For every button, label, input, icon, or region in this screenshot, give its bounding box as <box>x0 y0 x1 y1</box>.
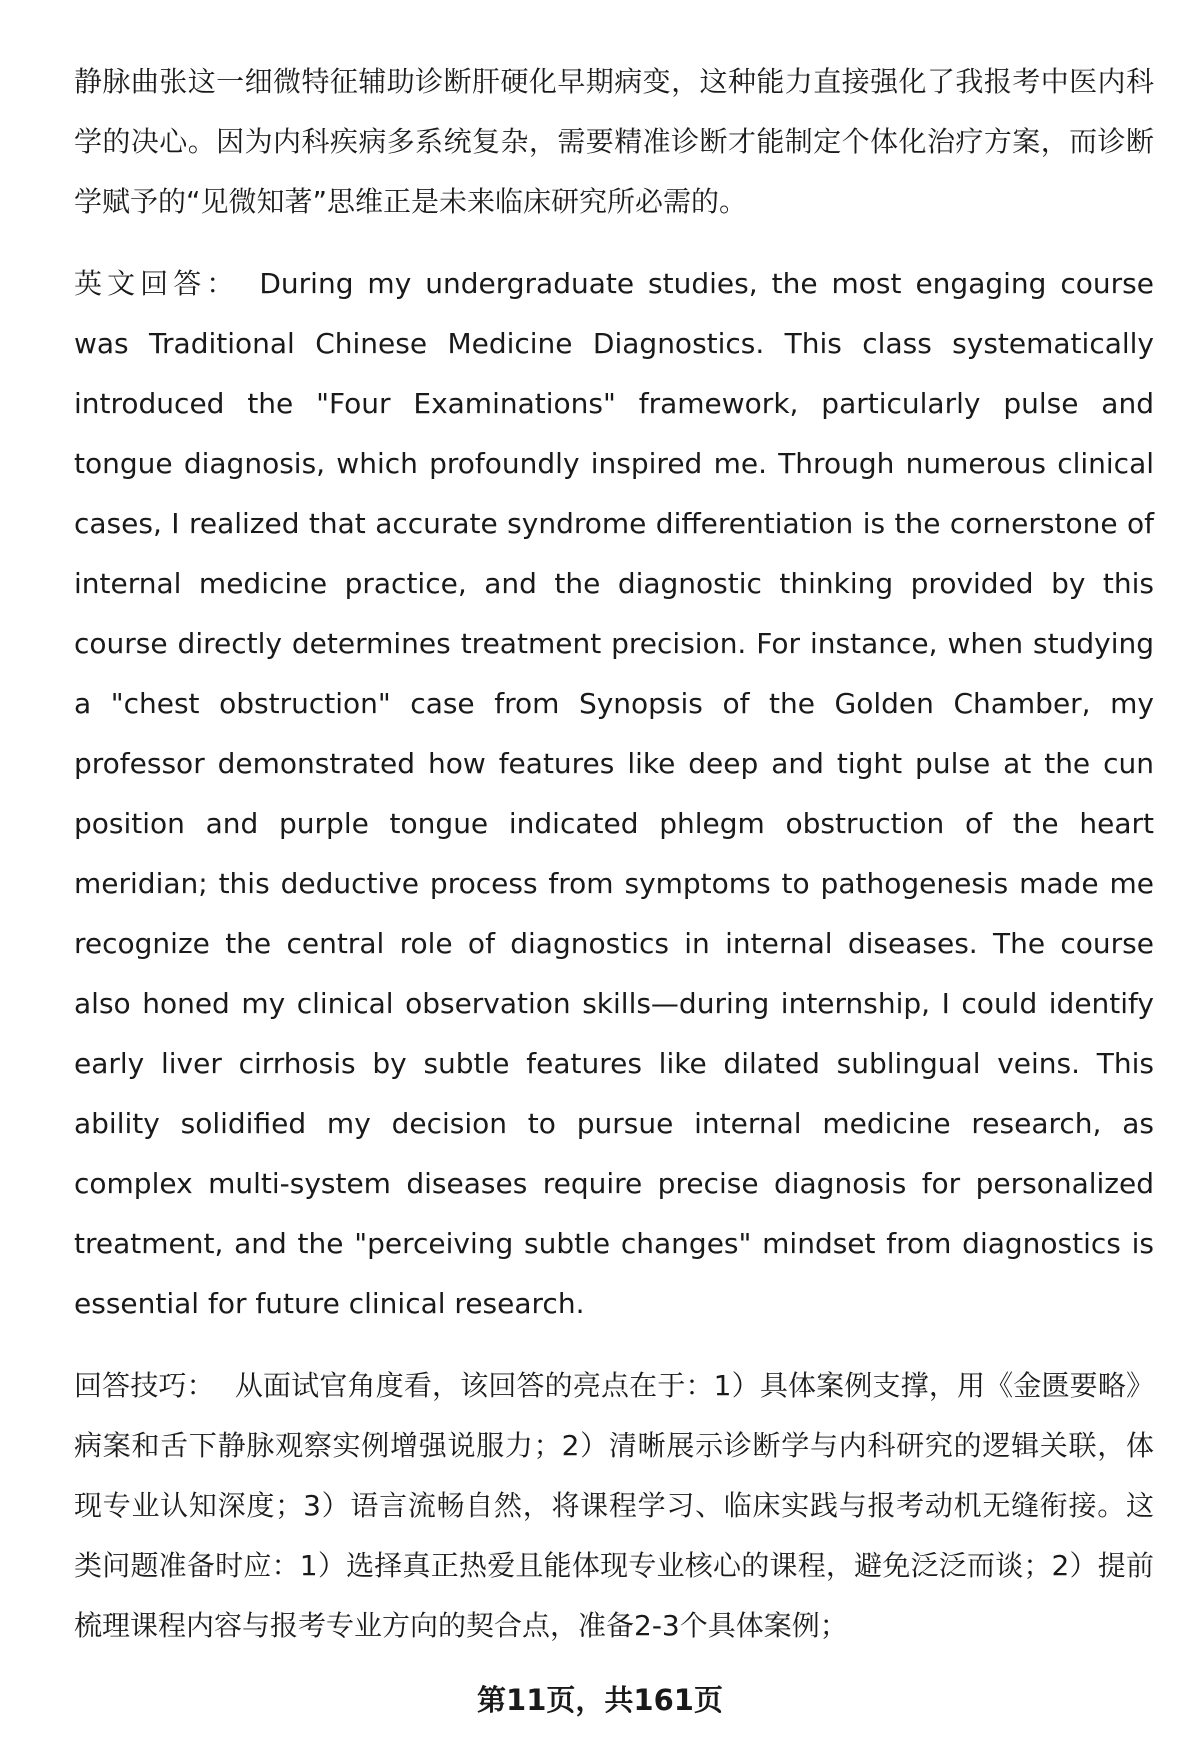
answer-tips-text: 从面试官角度看，该回答的亮点在于：1）具体案例支撑，用《金匮要略》病案和舌下静脉观察实例增强说服力；2）清晰展示诊断学与内科研究的逻辑关联，体现专业认知深度；3）语言流畅自然，将课程学习、临床实践与报考动机无缝衔接。这类问题准备时应：1）选择真正热爱且能体现专业核心的课程，避免泛泛而谈；2）提前梳理课程内容与报考专业方向的契合点，准备2-3个具体案例； <box>74 1369 1154 1642</box>
english-answer-text: During my undergraduate studies, the most engaging course was Traditional Chinese Medicine Diagnostics. This class systematically introduced the "Four Examinations" framework, particularly pulse and tongue diagnosis, which profoundly inspired me. Through numerous clinical cases, I realized that accurate syndrome differentiation is the cornerstone of internal medicine practice, and the diagnostic thinking provided by this course directly determines treatment precision. For instance, when studying a "chest obstruction" case from Synopsis of the Golden Chamber, my professor demonstrated how features like deep and tight pulse at the cun position and purple tongue indicated phlegm obstruction of the heart meridian; this deductive process from symptoms to pathogenesis made me recognize the central role of diagnostics in internal diseases. The course also honed my clinical observation skills—during internship, I could identify early liver cirrhosis by subtle features like dilated sublingual veins. This ability solidified my decision to pursue internal medicine research, as complex multi-system diseases require precise diagnosis for personalized treatment, and the "perceiving subtle changes" mindset from diagnostics is essential for future clinical research. <box>74 267 1154 1320</box>
page-indicator: 第11页，共161页 <box>477 1683 723 1717</box>
paragraph-english-answer <box>74 254 1154 1334</box>
paragraph-intro-tail: 静脉曲张这一细微特征辅助诊断肝硬化早期病变，这种能力直接强化了我报考中医内科学的决心。因为内科疾病多系统复杂，需要精准诊断才能制定个体化治疗方案，而诊断学赋予的“见微知著”思维正是未来临床研究所必需的。 <box>74 65 1154 218</box>
answer-tips-label: 回答技巧： <box>74 1369 215 1402</box>
document-body <box>74 52 1154 1678</box>
paragraph-answer-tips <box>74 1356 1154 1656</box>
english-answer-label: 英文回答： <box>74 267 240 300</box>
